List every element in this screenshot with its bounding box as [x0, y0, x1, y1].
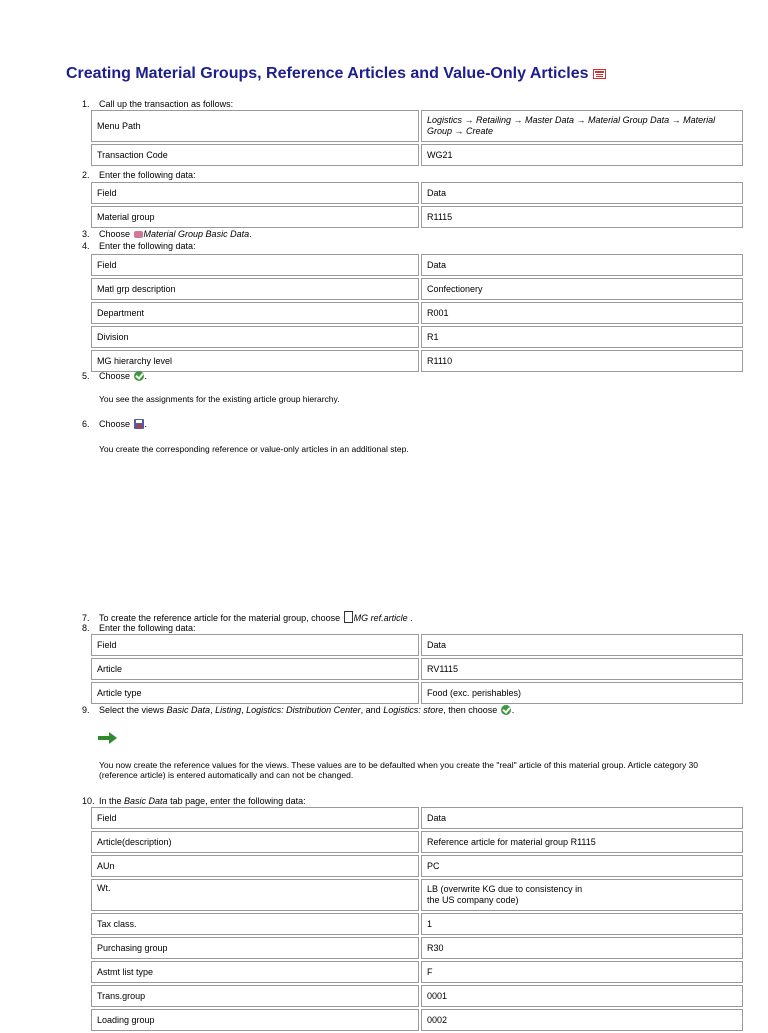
table-row — [91, 937, 743, 959]
table-cell-key: Purchasing group — [91, 937, 419, 959]
continue-check-icon[interactable] — [501, 705, 511, 715]
table-header-field: Field — [91, 182, 419, 204]
table-basic-data-tab — [89, 805, 745, 1033]
step-text: Choose — [99, 419, 133, 429]
green-arrow-right-icon — [98, 732, 118, 744]
step-number: 3. — [82, 229, 90, 239]
table-cell-value: 1 — [421, 913, 743, 935]
table-cell-value: LB (overwrite KG due to consistency in the US company code) — [421, 879, 743, 911]
view-logistics-dc: Logistics: Distribution Center — [246, 705, 361, 715]
table-row — [91, 144, 743, 166]
table-basic-data — [89, 252, 745, 374]
step-number: 2. — [82, 170, 90, 180]
table-cell-key: Menu Path — [91, 110, 419, 142]
table-article — [89, 632, 745, 706]
table-cell-key: Article(description) — [91, 831, 419, 853]
table-cell-value: Food (exc. perishables) — [421, 682, 743, 704]
table-cell-key: Article — [91, 658, 419, 680]
page-title-text: Creating Material Groups, Reference Articles and Value-Only Articles — [66, 65, 589, 82]
table-cell-value: Confectionery — [421, 278, 743, 300]
table-row — [91, 110, 743, 142]
step-number: 1. — [82, 99, 90, 109]
material-group-icon[interactable] — [134, 231, 143, 238]
table-cell-key: Transaction Code — [91, 144, 419, 166]
step-suffix: . — [407, 613, 413, 623]
step-text: Choose — [99, 371, 133, 381]
table-row — [91, 879, 743, 911]
table-cell-key: Material group — [91, 206, 419, 228]
table-cell-value: R001 — [421, 302, 743, 324]
table-header-field: Field — [91, 807, 419, 829]
view-basic-data: Basic Data — [166, 705, 211, 715]
table-row — [91, 831, 743, 853]
step-text: , then choose — [443, 705, 500, 715]
step-text: Select the views — [99, 705, 167, 715]
step-italic-label: Material Group Basic Data — [143, 229, 250, 239]
table-row — [91, 326, 743, 348]
table-header-data: Data — [421, 182, 743, 204]
table-cell-value: R1110 — [421, 350, 743, 372]
link-icon[interactable] — [593, 69, 606, 79]
step-suffix: . — [144, 419, 148, 429]
table-cell-key: Matl grp description — [91, 278, 419, 300]
table-cell-value: Reference article for material group R1115 — [421, 831, 743, 853]
step-5 — [82, 371, 147, 381]
table-cell-key: Tax class. — [91, 913, 419, 935]
step-6-note: You create the corresponding reference or value-only articles in an additional step. — [99, 444, 409, 454]
table-cell-key: Loading group — [91, 1009, 419, 1031]
step-number: 6. — [82, 419, 90, 429]
table-cell-value: R1115 — [421, 206, 743, 228]
table-cell-value: 0002 — [421, 1009, 743, 1031]
table-header-field: Field — [91, 634, 419, 656]
step-number: 4. — [82, 241, 90, 251]
page-title — [66, 65, 606, 83]
table-cell-value: F — [421, 961, 743, 983]
table-row — [91, 985, 743, 1007]
table-row — [91, 913, 743, 935]
table-row — [91, 658, 743, 680]
table-row — [91, 1009, 743, 1031]
view-listing: Listing — [215, 705, 242, 715]
table-header-data: Data — [421, 254, 743, 276]
table-cell-value: Logistics → Retailing → Master Data → Material Group Data → Material Group → Create — [421, 110, 743, 142]
table-cell-value: RV1115 — [421, 658, 743, 680]
tab-basic-data-label: Basic Data — [124, 796, 168, 806]
step-text: Choose — [99, 229, 133, 239]
save-disk-icon[interactable] — [134, 419, 144, 429]
step-number: 9. — [82, 705, 90, 715]
table-row — [91, 350, 743, 372]
step-text: tab page, enter the following data: — [167, 796, 306, 806]
step-text: , and — [360, 705, 384, 715]
step-text: Enter the following data: — [99, 241, 196, 251]
step-text: , — [241, 705, 247, 715]
step-3 — [82, 229, 252, 239]
step-text: Enter the following data: — [99, 623, 196, 633]
table-cell-value: R30 — [421, 937, 743, 959]
step-italic-label: MG ref.article — [353, 613, 408, 623]
step-9-note: You now create the reference values for the views. These values are to be defaulted when you create the "real" article of this material group. Article category 30 (reference article) is entered automatically and can not be changed. — [99, 760, 699, 780]
table-cell-value: R1 — [421, 326, 743, 348]
step-5-note: You see the assignments for the existing article group hierarchy. — [99, 394, 340, 404]
table-material-group — [89, 180, 745, 230]
table-row — [91, 206, 743, 228]
table-cell-key: AUn — [91, 855, 419, 877]
table-header-data: Data — [421, 807, 743, 829]
table-row — [91, 634, 743, 656]
step-4 — [82, 241, 196, 251]
table-cell-key: Department — [91, 302, 419, 324]
step-9 — [82, 705, 514, 715]
step-text: Call up the transaction as follows: — [99, 99, 234, 109]
table-header-data: Data — [421, 634, 743, 656]
step-number: 5. — [82, 371, 90, 381]
table-row — [91, 302, 743, 324]
table-cell-key: MG hierarchy level — [91, 350, 419, 372]
step-text: , — [210, 705, 216, 715]
table-cell-key: Wt. — [91, 879, 419, 911]
step-suffix: . — [144, 371, 148, 381]
table-cell-value: 0001 — [421, 985, 743, 1007]
table-row — [91, 961, 743, 983]
step-number: 8. — [82, 623, 90, 633]
step-text: Enter the following data: — [99, 170, 196, 180]
step-2 — [82, 170, 196, 180]
table-cell-value: WG21 — [421, 144, 743, 166]
continue-check-icon[interactable] — [134, 371, 144, 381]
table-row — [91, 182, 743, 204]
table-transaction — [89, 108, 745, 168]
step-7 — [82, 611, 413, 623]
table-cell-key: Trans.group — [91, 985, 419, 1007]
table-cell-key: Astmt list type — [91, 961, 419, 983]
table-cell-key: Article type — [91, 682, 419, 704]
table-row — [91, 278, 743, 300]
table-row — [91, 807, 743, 829]
table-row — [91, 254, 743, 276]
table-header-field: Field — [91, 254, 419, 276]
table-cell-value: PC — [421, 855, 743, 877]
step-text: To create the reference article for the material group, choose — [99, 613, 343, 623]
step-suffix: . — [249, 229, 252, 239]
view-logistics-store: Logistics: store — [383, 705, 444, 715]
table-row — [91, 855, 743, 877]
step-6 — [82, 419, 147, 429]
step-text: In the — [99, 796, 125, 806]
step-suffix: . — [511, 705, 515, 715]
table-row — [91, 682, 743, 704]
step-number: 10. — [82, 796, 95, 806]
table-cell-key: Division — [91, 326, 419, 348]
step-number: 7. — [82, 613, 90, 623]
document-icon[interactable] — [344, 611, 353, 623]
